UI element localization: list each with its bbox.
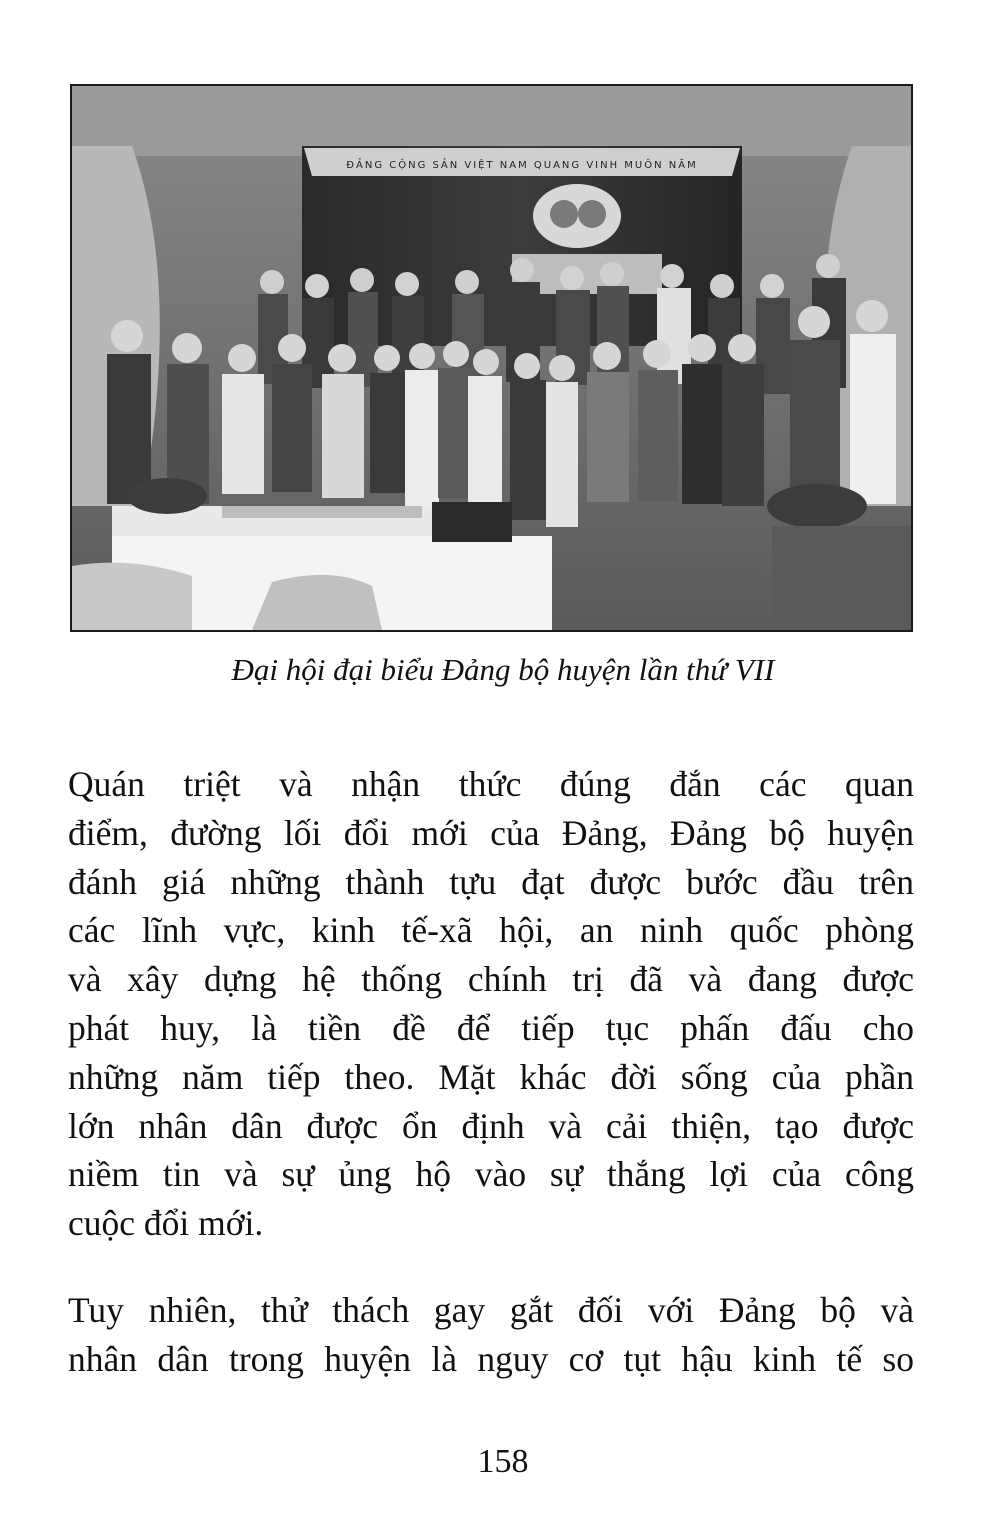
body-paragraph-2 bbox=[68, 1286, 914, 1384]
body-paragraph-1 bbox=[68, 760, 914, 1248]
text-line: Tuy nhiên, thử thách gay gắt đối với Đảng bộ và bbox=[68, 1290, 914, 1330]
photo-caption: Đại hội đại biểu Đảng bộ huyện lần thứ VII bbox=[231, 652, 775, 687]
text-line: Quán triệt và nhận thức đúng đắn các quan bbox=[68, 764, 914, 804]
flower-pot-icon bbox=[127, 478, 207, 514]
text-line: các lĩnh vực, kinh tế-xã hội, an ninh quốc phòng bbox=[68, 910, 914, 951]
text-line: những năm tiếp theo. Mặt khác đời sống của phần bbox=[68, 1056, 914, 1097]
text-line: lớn nhân dân được ổn định và cải thiện, tạo được bbox=[68, 1105, 914, 1146]
text-line: điểm, đường lối đổi mới của Đảng, Đảng bộ huyện bbox=[68, 812, 914, 853]
page-number: 158 bbox=[477, 1443, 529, 1480]
text-line: niềm tin và sự ủng hộ vào sự thắng lợi của công bbox=[68, 1154, 914, 1195]
text-line: và xây dựng hệ thống chính trị đã và đang được bbox=[68, 959, 914, 1000]
congress-photo bbox=[70, 84, 913, 632]
text-line: đánh giá những thành tựu đạt được bước đầu trên bbox=[68, 861, 914, 902]
banner-text: ĐẢNG CỘNG SẢN VIỆT NAM QUANG VINH MUÔN NĂM bbox=[346, 160, 698, 171]
congress-photo-graphic bbox=[72, 86, 911, 630]
text-line: nhân dân trong huyện là nguy cơ tụt hậu kinh tế so bbox=[68, 1338, 914, 1379]
text-line: phát huy, là tiền đề để tiếp tục phấn đấu cho bbox=[68, 1007, 914, 1048]
text-line: cuộc đổi mới. bbox=[68, 1203, 264, 1244]
